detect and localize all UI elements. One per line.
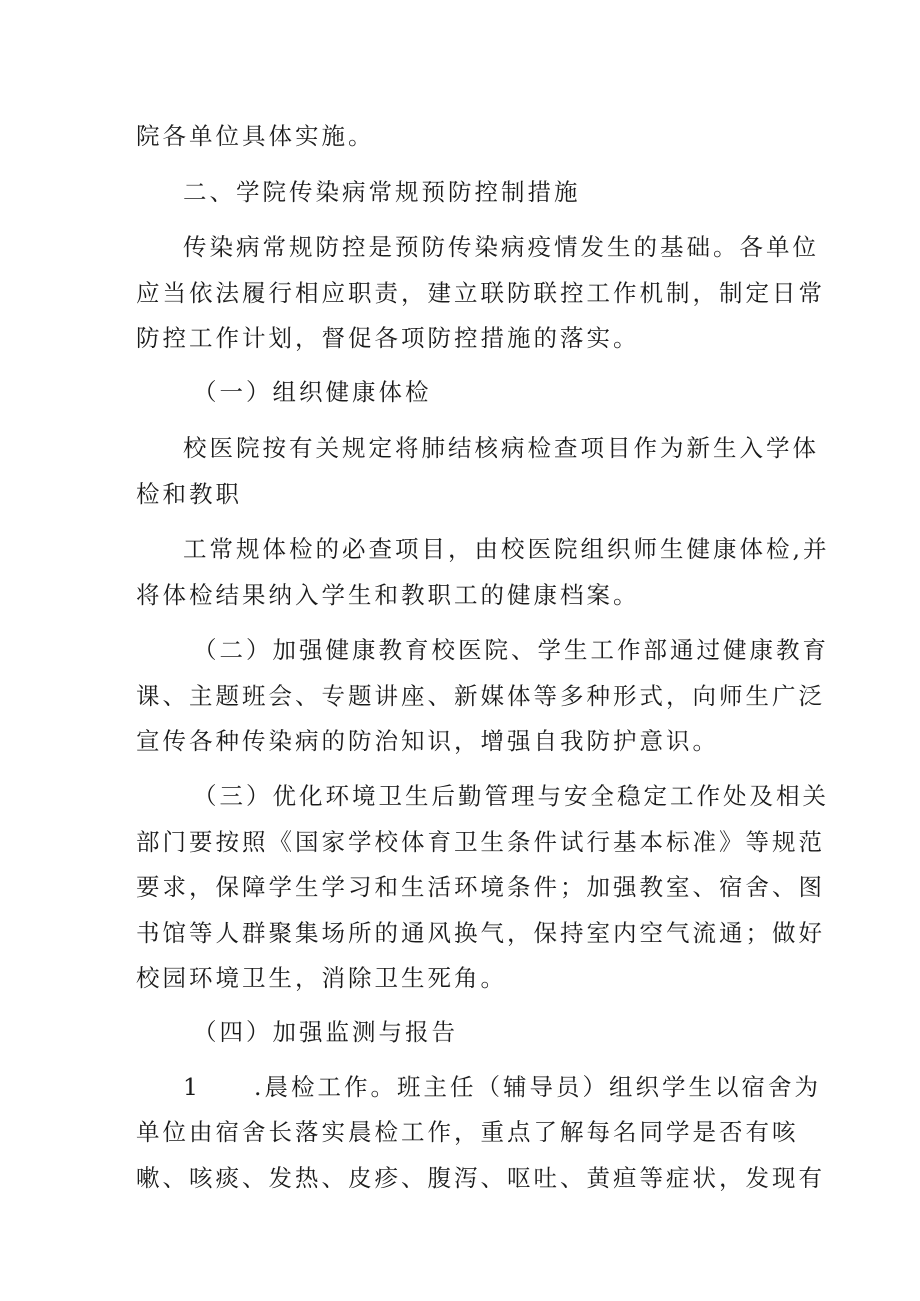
subsection-heading: （四）加强监测与报告 <box>193 1018 458 1046</box>
paragraph-line: 校医院按有关规定将肺结核病检查项目作为新生入学体 <box>183 434 819 462</box>
paragraph-line: 单位由宿舍长落实晨检工作，重点了解每名同学是否有咳 <box>136 1118 799 1146</box>
paragraph-line: 检和教职 <box>136 480 242 508</box>
paragraph-line: 书馆等人群聚集场所的通风换气，保持室内空气流通；做好 <box>136 919 825 947</box>
paragraph-line: 应当依法履行相应职责，建立联防联控工作机制，制定日常 <box>136 279 825 307</box>
subsection-heading: （一）组织健康体检 <box>193 378 432 406</box>
paragraph-line: 防控工作计划，督促各项防控措施的落实。 <box>136 324 640 352</box>
paragraph-line: 要求，保障学生学习和生活环境条件；加强教室、宿舍、图 <box>136 873 825 901</box>
paragraph-line: 部门要按照《国家学校体育卫生条件试行基本标准》等规范 <box>136 828 825 856</box>
paragraph-line: 工常规体检的必查项目，由校医院组织师生健康体检,并 <box>183 535 830 563</box>
item-number: 1 <box>183 1073 201 1101</box>
paragraph-line: 校园环境卫生，消除卫生死角。 <box>136 964 507 992</box>
paragraph-line: .晨检工作。班主任（辅导员）组织学生以宿舍为 <box>254 1073 821 1101</box>
paragraph-line: （三）优化环境卫生后勤管理与安全稳定工作处及相关 <box>193 782 829 810</box>
paragraph-line: 嗽、咳痰、发热、皮疹、腹泻、呕吐、黄疸等症状，发现有 <box>136 1164 825 1192</box>
paragraph-line: 将体检结果纳入学生和教职工的健康档案。 <box>136 581 640 609</box>
section-heading: 二、学院传染病常规预防控制措施 <box>183 178 581 206</box>
paragraph-line: （二）加强健康教育校医院、学生工作部通过健康教育 <box>193 636 829 664</box>
paragraph-line: 传染病常规防控是预防传染病疫情发生的基础。各单位 <box>183 233 819 261</box>
paragraph-line: 宣传各种传染病的防治知识，增强自我防护意识。 <box>136 727 719 755</box>
paragraph-line: 院各单位具体实施。 <box>136 122 375 150</box>
paragraph-line: 课、主题班会、专题讲座、新媒体等多种形式，向师生广泛 <box>136 682 825 710</box>
